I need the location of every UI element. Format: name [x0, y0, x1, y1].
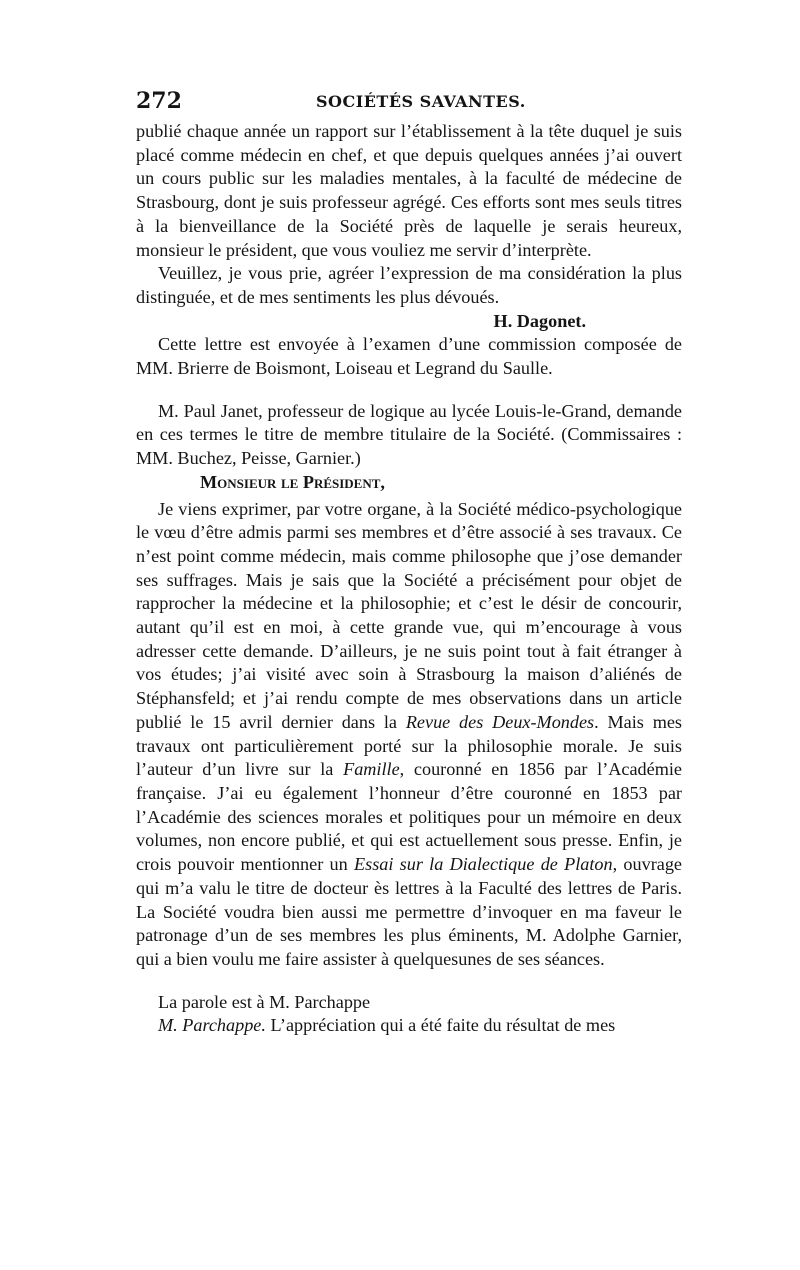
- parchappe-text: L’appréciation qui a été faite du résultat de mes: [270, 1015, 616, 1036]
- running-header: [136, 88, 682, 118]
- janet-letter: [136, 498, 682, 972]
- janet-text-c: , couronné en 1856 par l’Académie française. J’ai eu également l’honneur d’être couronné en 1853 par l’Académie des sciences morales et politiques pour un mémoire en deux volumes, non encore publié, et qui est actuellement sous presse. Enfin, je crois pouvoir mentionner un: [136, 759, 682, 875]
- speaker-name: M. Parchappe.: [158, 1015, 266, 1036]
- page-number: 272: [136, 88, 182, 114]
- janet-text-a: Je viens exprimer, par votre organe, à la Société médico-psychologique le vœu d’être admis parmi ses membres et d’être associé à ses travaux. Ce n’est point comme médecin, mais comme philosophe que j’ose demander ses suffrages. Mais je sais que la Société a précisément pour objet de rapprocher la médecine et la philosophie; et c’est le désir de concourir, autant qu’il est en moi, à cette grande vue, qui m’encourage à vous adresser cette demande. D’ailleurs, je ne suis point tout à fait étranger à vos études; j’ai visité avec soin à Strasbourg la maison d’aliénés de Stéphansfeld; et j’ai rendu compte de mes observations dans un article publié le 15 avril dernier dans la: [136, 498, 682, 732]
- janet-text-b: . Mais mes travaux ont particulièrement porté sur la philosophie morale. Je suis l’auteur d’un livre sur la: [136, 711, 682, 780]
- salutation: Monsieur le Président,: [200, 471, 385, 492]
- title-famille: Famille: [343, 759, 400, 780]
- parchappe-intro: La parole est à M. Parchappe: [158, 991, 371, 1012]
- running-title: SOCIÉTÉS SAVANTES.: [316, 92, 526, 111]
- janet-text-d: , ouvrage qui m’a valu le titre de docteur ès lettres à la Faculté des lettres de Paris. La Société voudra bien aussi me permettre d’invoquer en ma faveur le patronage d’un de ses membres les plus éminents, M. Adolphe Garnier, qui a bien voulu me faire assister à quelquesunes de ses séances.: [136, 854, 683, 969]
- parchappe-speech: [136, 1014, 682, 1038]
- letter-paragraph-1: publié chaque année un rapport sur l’établissement à la tête duquel je suis placé comme médecin en chef, et que depuis quelques années j’ai ouvert un cours public sur les maladies mentales, à la faculté de médecine de Strasbourg, dont je suis professeur agrégé. Ces efforts sont mes seuls titres à la bienveillance de la Société près de laquelle je serais heureux, monsieur le président, que vous vouliez me servir d’interprète.: [136, 121, 682, 260]
- signature: H. Dagonet.: [493, 310, 586, 331]
- title-revue: Revue des Deux-Mondes: [405, 711, 595, 732]
- commission-paragraph: Cette lettre est envoyée à l’examen d’une commission composée de MM. Brierre de Boismont, Loiseau et Legrand du Saulle.: [136, 334, 682, 379]
- janet-intro: M. Paul Janet, professeur de logique au lycée Louis-le-Grand, demande en ces termes le titre de membre titulaire de la Société. (Commissaires : MM. Buchez, Peisse, Garnier.): [136, 400, 682, 469]
- letter-paragraph-2: Veuillez, je vous prie, agréer l’expression de ma considération la plus distinguée, et de mes sentiments les plus dévoués.: [136, 263, 682, 307]
- title-essai: Essai sur la Dialectique de Platon: [354, 854, 613, 875]
- page-body: [136, 120, 682, 1038]
